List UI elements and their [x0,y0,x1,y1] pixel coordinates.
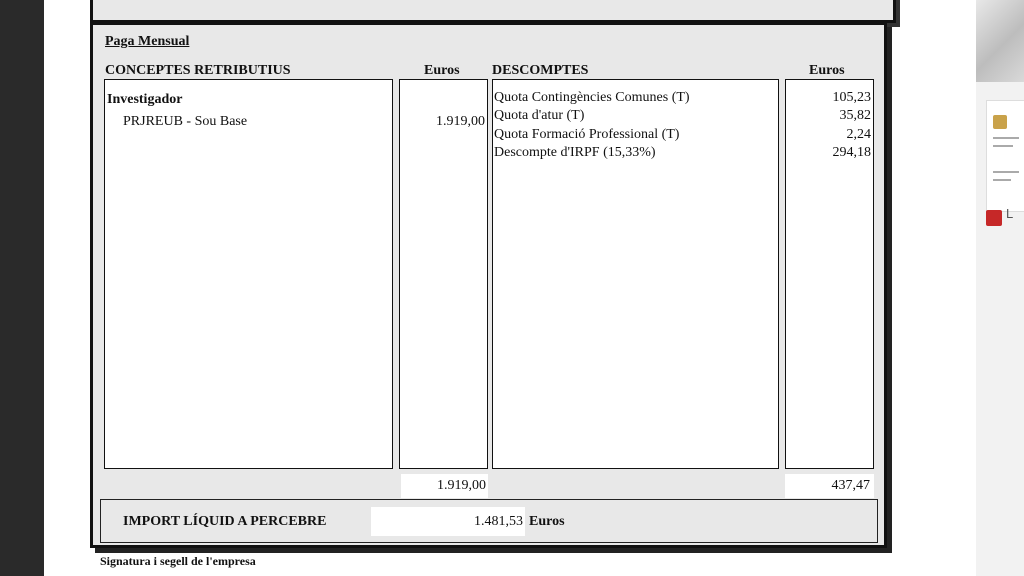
thumbnail-document [986,100,1024,212]
deductions-box [492,79,779,469]
deductions-amount-box [785,79,874,469]
deduction-label-common: Quota Contingències Comunes (T) [494,90,690,105]
concepts-total: 1.919,00 [437,478,486,493]
deduction-label-unemployment: Quota d'atur (T) [494,108,585,123]
concepts-euros-header: Euros [424,63,460,78]
concepts-amount-box [399,79,488,469]
net-pay-box [100,499,878,543]
concept-item-amount: 1.919,00 [436,114,485,129]
concepts-header: CONCEPTES RETRIBUTIUS [105,63,291,78]
concepts-total-box [401,474,488,498]
deductions-header: DESCOMPTES [492,63,589,78]
deduction-amount-irpf: 294,18 [832,145,871,160]
signature-label: Signatura i segell de l'empresa [100,554,256,568]
concepts-box [104,79,393,469]
net-pay-label: IMPORT LÍQUID A PERCEBRE [123,514,327,529]
net-pay-amount: 1.481,53 [371,507,525,536]
payslip-monthly-section [90,22,887,548]
concept-group-label: Investigador [107,92,183,107]
deductions-total-box [785,474,874,498]
seal-icon [993,115,1007,129]
deduction-amount-unemployment: 35,82 [839,108,871,123]
deduction-label-training: Quota Formació Professional (T) [494,127,680,142]
pdf-icon [986,210,1002,226]
section-title: Paga Mensual [105,34,190,49]
deduction-amount-training: 2,24 [846,127,871,142]
deduction-amount-common: 105,23 [832,90,871,105]
net-pay-unit: Euros [529,514,565,529]
concept-item-label: PRJREUB - Sou Base [123,114,248,129]
previous-section-frame [90,0,896,23]
adjacent-content-strip: L [976,0,1024,576]
deductions-total: 437,47 [831,478,870,493]
thumbnail-image [976,0,1024,82]
deduction-label-irpf: Descompte d'IRPF (15,33%) [494,145,656,160]
deductions-euros-header: Euros [809,63,845,78]
